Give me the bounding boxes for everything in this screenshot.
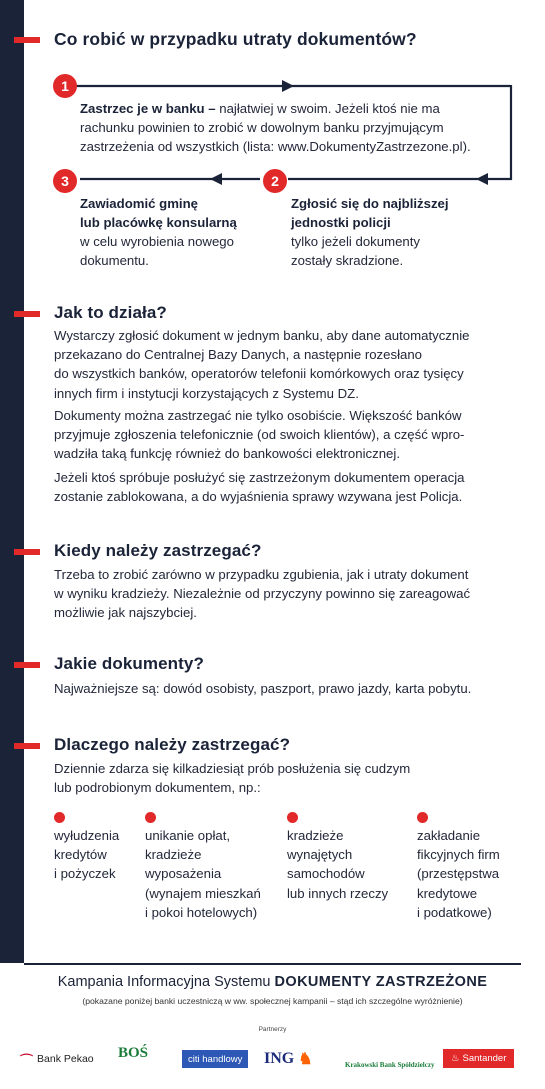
text-line: możliwie jak najszybciej.	[54, 605, 197, 621]
step-number-3: 3	[53, 169, 77, 193]
footer-divider	[24, 963, 521, 965]
how-paragraph-2	[54, 406, 516, 464]
lion-icon: ♞	[298, 1051, 313, 1068]
step-1-line: najłatwiej w swoim. Jeżeli ktoś nie ma	[219, 101, 440, 116]
text-line: zostanie zablokowana, a do wyjaśnienia sprawy wzywana jest Policja.	[54, 489, 463, 505]
step-number-1: 1	[53, 74, 77, 98]
pekao-mark-icon: ⌒	[20, 1052, 34, 1068]
when-paragraph	[54, 565, 516, 623]
text-line: w wyniku kradzieży. Niezależnie od przyczyny powinno się zareagować	[54, 586, 471, 602]
bullet-item: unikanie opłat, kradzieże wyposażenia (wynajem mieszkań i pokoi hotelowych)	[145, 828, 261, 920]
text-line: Dziennie zdarza się kilkadziesiąt prób posłużenia się cudzym	[54, 761, 411, 776]
bos-logo	[118, 1042, 148, 1064]
why-paragraph	[54, 759, 516, 797]
how-paragraph-1	[54, 326, 516, 403]
partners-label: Partnerzy	[258, 1026, 287, 1033]
logo-label: Bank Pekao	[37, 1053, 94, 1065]
when-heading: Kiedy należy zastrzegać?	[54, 541, 262, 560]
ing-logo	[264, 1048, 313, 1070]
section-marker	[14, 743, 40, 749]
text-line: lub podrobionym dokumentem, np.:	[54, 780, 261, 796]
bullet-item: zakładanie fikcyjnych firm (przestępstwa kredytowe i podatkowe)	[417, 828, 500, 920]
section-marker	[14, 549, 40, 555]
step-2-bold: jednostki policji	[291, 215, 391, 230]
text-line: przekazano do Centralnej Bazy Danych, a następnie rozesłano	[54, 347, 423, 363]
santander-logo	[443, 1049, 514, 1068]
step-3-text	[80, 194, 280, 270]
bullet-item: kradzieże wynajętych samochodów lub innych rzeczy	[287, 828, 389, 901]
bullet-dot	[417, 812, 428, 823]
section-marker	[14, 662, 40, 668]
text-line: Najważniejsze są: dowód osobisty, paszport, prawo jazdy, karta pobytu.	[54, 681, 472, 696]
logo-label: citi handlowy	[188, 1053, 243, 1065]
text-line: do wszystkich banków, operatorów telefonii komórkowych oraz tysięcy	[54, 366, 464, 382]
text-line: innych firm i instytucji korzystających z Systemu DZ.	[54, 385, 359, 401]
bullet-dot	[145, 812, 156, 823]
arrow-right-icon	[282, 80, 294, 92]
step-2-line: zostały skradzione.	[291, 253, 404, 268]
bank-pekao-logo	[20, 1048, 94, 1070]
which-paragraph	[54, 679, 516, 698]
campaign-title-strong: DOKUMENTY ZASTRZEŻONE	[274, 974, 488, 990]
step-2-bold: Zgłosić się do najbliższej	[291, 196, 449, 211]
campaign-title	[0, 974, 545, 990]
text-line: Wystarczy zgłosić dokument w jednym banku, aby dane automatycznie	[54, 328, 470, 343]
text-line: Jeżeli ktoś spróbuje posłużyć się zastrzeżonym dokumentem operacja	[54, 470, 465, 485]
text-line: wadziła taką funkcję również do bankowości elektronicznej.	[54, 446, 400, 462]
arrow-left-icon	[476, 173, 488, 185]
step-1-line: zastrzeżenia od wszystkich (lista: www.DokumentyZastrzezone.pl).	[80, 139, 471, 154]
bullet-dot	[54, 812, 65, 823]
campaign-note: (pokazane poniżej banki uczestniczą w ww. społecznej kampanii – stąd ich szczególne wyróżnienie)	[82, 996, 463, 1006]
citi-handlowy-logo	[182, 1050, 248, 1068]
flame-icon: ♨	[451, 1053, 460, 1064]
bullet-dot	[287, 812, 298, 823]
bullet-item: wyłudzenia kredytów i pożyczek	[54, 828, 120, 882]
how-paragraph-3	[54, 468, 516, 506]
text-line: Dokumenty można zastrzegać nie tylko osobiście. Większość banków	[54, 408, 462, 423]
step-3-line: w celu wyrobienia nowego	[80, 234, 234, 249]
step-3-line: dokumentu.	[80, 253, 149, 268]
step-number-2: 2	[263, 169, 287, 193]
which-heading: Jakie dokumenty?	[54, 654, 204, 673]
text-line: przyjmuje zgłoszenia telefonicznie (od swoich klientów), a część wpro-	[54, 427, 465, 443]
text-line: Trzeba to zrobić zarówno w przypadku zgubienia, jak i utraty dokument	[54, 567, 469, 582]
step-1-bold: Zastrzec je w banku –	[80, 101, 220, 116]
step-3-bold: Zawiadomić gminę	[80, 196, 198, 211]
page-title: Co robić w przypadku utraty dokumentów?	[54, 29, 417, 49]
logo-label: BOŚ	[118, 1044, 149, 1061]
section-marker	[14, 311, 40, 317]
step-3-bold: lub placówkę konsularną	[80, 215, 237, 230]
logo-label: ING	[264, 1050, 295, 1067]
step-1-text	[80, 99, 520, 156]
campaign-title-prefix: Kampania Informacyjna Systemu	[57, 974, 275, 990]
krakowski-bank-logo	[345, 1054, 434, 1076]
how-heading: Jak to działa?	[54, 303, 167, 322]
step-2-text	[291, 194, 511, 270]
why-heading: Dlaczego należy zastrzegać?	[54, 735, 291, 754]
arrow-left-icon	[210, 173, 222, 185]
step-1-line: rachunku powinien to zrobić w dowolnym banku przyjmującym	[80, 120, 444, 135]
logo-label: Krakowski Bank Spółdzielczy	[345, 1061, 435, 1069]
step-2-line: tylko jeżeli dokumenty	[291, 234, 421, 249]
logo-label: Santander	[462, 1053, 507, 1064]
